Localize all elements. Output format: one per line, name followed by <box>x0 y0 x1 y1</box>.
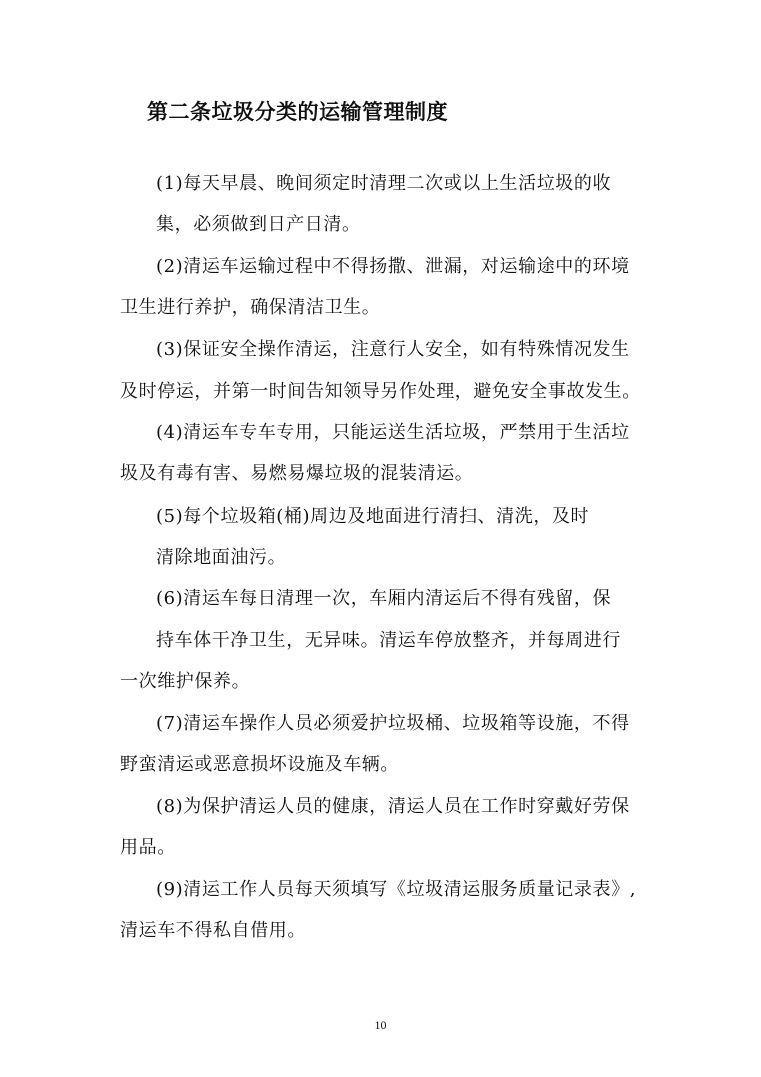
paragraph-line-11: (6)清运车每日清理一次，车厢内清运后不得有残留，保 <box>156 588 612 609</box>
paragraph-line-2: 集，必须做到日产日清。 <box>156 214 361 235</box>
paragraph-line-15: 野蛮清运或恶意损坏设施及车辆。 <box>120 754 399 775</box>
paragraph-line-8: 圾及有毒有害、易燃易爆垃圾的混装清运。 <box>120 463 474 484</box>
page-number: 10 <box>374 1018 387 1032</box>
paragraph-line-18: (9)清运工作人员每天须填写《垃圾清运服务质量记录表》, <box>156 879 637 900</box>
paragraph-line-10: 清除地面油污。 <box>156 547 287 568</box>
paragraph-line-5: (3)保证安全操作清运，注意行人安全，如有特殊情况发生 <box>156 339 630 360</box>
paragraph-line-3: (2)清运车运输过程中不得扬撒、泄漏，对运输途中的环境 <box>156 256 630 277</box>
paragraph-line-9: (5)每个垃圾箱(桶)周边及地面进行清扫、清洗，及时 <box>156 506 590 527</box>
paragraph-line-13: 一次维护保养。 <box>120 671 251 692</box>
paragraph-line-14: (7)清运车操作人员必须爱护垃圾桶、垃圾箱等设施，不得 <box>156 713 630 734</box>
paragraph-line-17: 用品。 <box>120 837 176 858</box>
paragraph-line-4: 卫生进行养护，确保清洁卫生。 <box>120 297 381 318</box>
paragraph-line-1: (1)每天早晨、晚间须定时清理二次或以上生活垃圾的收 <box>156 173 612 194</box>
paragraph-line-7: (4)清运车专车专用，只能运送生活垃圾，严禁用于生活垃 <box>156 422 630 443</box>
paragraph-line-19: 清运车不得私自借用。 <box>120 920 306 941</box>
section-title: 第二条垃圾分类的运输管理制度 <box>147 99 448 124</box>
paragraph-line-16: (8)为保护清运人员的健康，清运人员在工作时穿戴好劳保 <box>156 796 630 817</box>
paragraph-line-12: 持车体干净卫生，无异味。清运车停放整齐，并每周进行 <box>156 630 621 651</box>
paragraph-line-6: 及时停运，并第一时间告知领导另作处理，避免安全事故发生。 <box>120 381 641 402</box>
